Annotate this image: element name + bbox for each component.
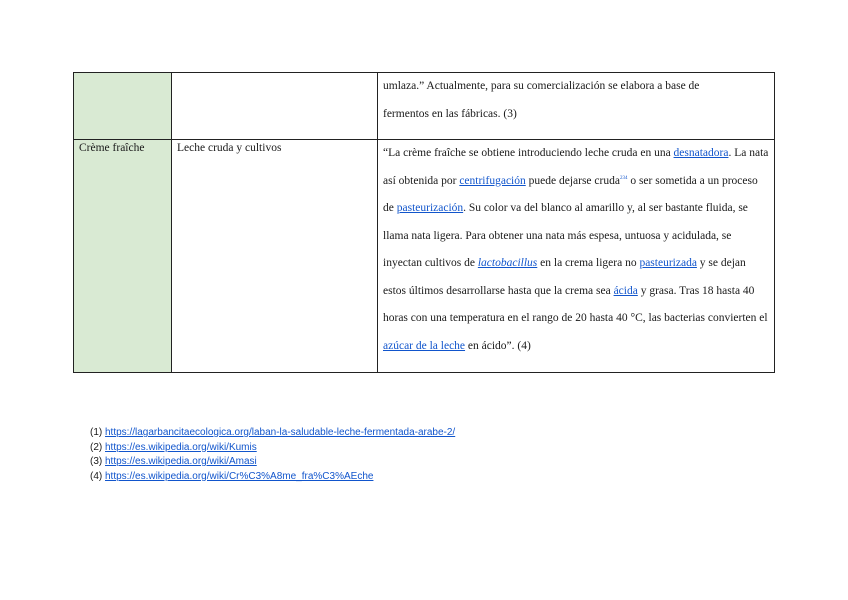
- description-cell: [378, 73, 775, 140]
- reference-link[interactable]: https://es.wikipedia.org/wiki/Cr%C3%A8me_fra%C3%AEche: [105, 470, 374, 482]
- references-list: [90, 426, 455, 484]
- ingredients-cell: [172, 73, 378, 140]
- reference-link[interactable]: https://es.wikipedia.org/wiki/Kumis: [105, 441, 257, 453]
- product-name-cell: [74, 73, 172, 140]
- description-line: fermentos en las fábricas. (3): [383, 107, 517, 120]
- product-name-cell: Crème fraîche: [74, 140, 172, 373]
- description-text: . Su color va del blanco al amarillo y, al ser bastante fluida, se llama nata ligera. Para obtener una nata más espesa, untuosa y acidulada, se inyectan cultivos de: [383, 202, 748, 269]
- superscript-reference[interactable]: 234: [619, 175, 628, 181]
- reference-number: (2): [90, 441, 105, 453]
- description-line: umlaza.” Actualmente, para su comercialización se elabora a base de: [383, 80, 700, 92]
- reference-item: [90, 426, 455, 441]
- reference-number: (4): [90, 470, 105, 482]
- link-pasteurizacion[interactable]: pasteurización: [396, 202, 464, 214]
- reference-item: [90, 441, 455, 456]
- link-pasteurizada[interactable]: pasteurizada: [639, 257, 697, 269]
- table-row: [74, 140, 775, 373]
- link-azucar-de-la-leche[interactable]: azúcar de la leche: [383, 339, 466, 352]
- description-text: puede dejarse cruda: [525, 174, 620, 187]
- reference-item: [90, 455, 455, 470]
- description-text: y se dejan estos últimos desarrollarse hasta que la crema sea: [383, 257, 746, 297]
- reference-number: (1): [90, 427, 105, 438]
- reference-link[interactable]: https://es.wikipedia.org/wiki/Amasi: [105, 456, 257, 467]
- link-lactobacillus[interactable]: lactobacillus: [477, 257, 538, 269]
- link-acida[interactable]: ácida: [613, 284, 638, 297]
- description-text: en la crema ligera no: [537, 257, 640, 269]
- description-text: y grasa. Tras 18 hasta 40 horas con una temperatura en el rango de 20 hasta 40 °C, las bacterias convierten el: [383, 284, 768, 324]
- link-centrifugacion[interactable]: centrifugación: [459, 174, 526, 187]
- description-text: o ser sometida a un proceso de: [383, 174, 758, 214]
- description-text: en ácido”. (4): [465, 339, 531, 352]
- description-cell: [378, 140, 775, 373]
- reference-number: (3): [90, 456, 105, 467]
- products-table: [73, 72, 775, 373]
- reference-item: [90, 470, 455, 485]
- reference-link[interactable]: https://lagarbancitaecologica.org/laban-la-saludable-leche-fermentada-arabe-2/: [105, 427, 456, 438]
- link-desnatadora[interactable]: desnatadora: [673, 147, 729, 159]
- ingredients-cell: Leche cruda y cultivos: [172, 140, 378, 373]
- description-text: “La crème fraîche se obtiene introduciendo leche cruda en una: [383, 147, 674, 159]
- description-text: . La nata así obtenida por: [383, 147, 769, 187]
- table-row: [74, 73, 775, 140]
